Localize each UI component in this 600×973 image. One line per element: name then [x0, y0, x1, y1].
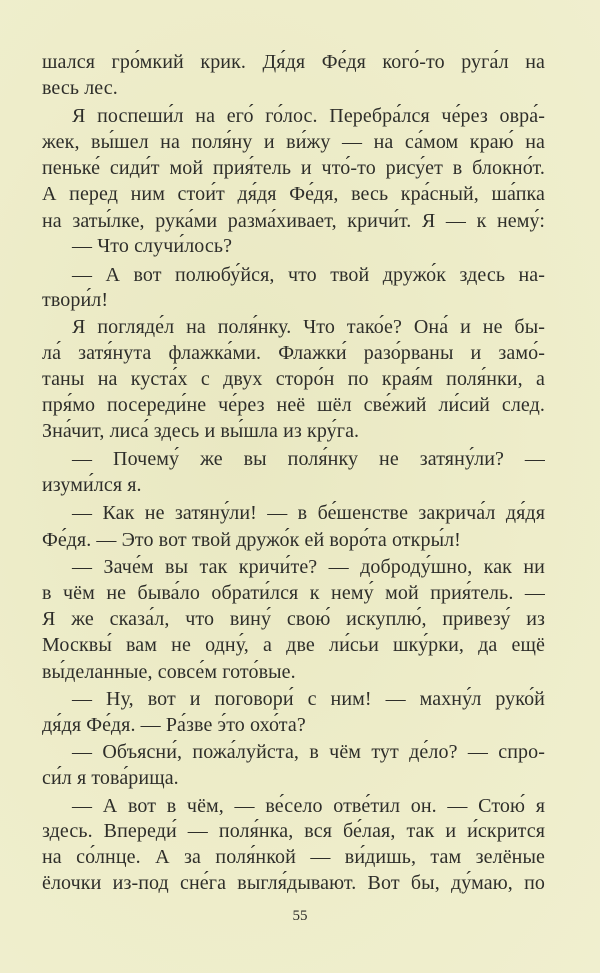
text-line: здесь. Впереди́ — поля́нка, вся бе́лая, так и и́скрится [42, 820, 545, 842]
text-line: вы́деланные, совсе́м гото́вые. [42, 661, 296, 683]
text-line: Зна́чит, лиса́ здесь и вы́шла из кру́га. [42, 420, 360, 442]
text-line: дя́дя Фе́дя. — Ра́зве э́то охо́та? [42, 714, 306, 736]
text-line: шался гро́мкий крик. Дя́дя Фе́дя кого́-то руга́л на [42, 51, 545, 73]
text-line: на заты́лке, рука́ми разма́хивает, кричи́т. Я — к нему́: [42, 210, 545, 232]
text-line: — Объясни́, пожа́луйста, в чём тут де́ло? — спро- [72, 741, 545, 763]
text-line: — А вот полюбу́йся, что твой дружо́к здесь на- [72, 264, 545, 286]
text-line: твори́л! [42, 289, 109, 311]
page-number: 55 [292, 908, 308, 924]
text-line: — А вот в чём, — ве́село отве́тил он. — Стою́ я [72, 795, 545, 817]
text-line: Фе́дя. — Это вот твой дружо́к ей воро́та откры́л! [42, 529, 461, 551]
text-line: си́л я това́рища. [42, 767, 179, 789]
text-line: — Как не затяну́ли! — в бе́шенстве закрича́л дя́дя [72, 502, 545, 524]
text-line: Я погляде́л на поля́нку. Что тако́е? Она́ и не бы- [72, 316, 545, 338]
text-line: пеньке́ сиди́т мой прия́тель и что́-то рису́ет в блокно́т. [42, 157, 545, 179]
text-line: весь лес. [42, 77, 118, 99]
text-line: — Почему́ же вы поля́нку не затяну́ли? — [72, 448, 545, 470]
text-line: А перед ним стои́т дя́дя Фе́дя, весь кра́сный, ша́пка [42, 183, 545, 205]
text-line: — Что случи́лось? [72, 235, 233, 257]
text-line: Я же сказа́л, что вину́ свою́ искуплю́, привезу́ из [42, 608, 545, 630]
text-line: ла́ затя́нута флажка́ми. Флажки́ разо́рваны и замо́- [42, 342, 545, 364]
text-line: таны на куста́х с двух сторо́н по края́м поля́нки, а [42, 368, 545, 390]
text-line: изуми́лся я. [42, 474, 142, 496]
text-line: пря́мо посереди́не че́рез неё шёл све́жий ли́сий след. [42, 394, 545, 416]
text-line: Я поспеши́л на его́ го́лос. Перебра́лся че́рез овра́- [72, 105, 545, 127]
text-line: Москвы́ вам не одну́, а две ли́сьи шку́рки, да ещё [42, 634, 545, 656]
text-line: ёлочки из-под сне́га выгля́дывают. Вот бы, ду́маю, по [42, 872, 545, 894]
text-line: в чём не быва́ло обрати́лся к нему́ мой прия́тель. — [42, 582, 545, 604]
text-line: жек, вы́шел на поля́ну и ви́жу — на са́мом краю́ на [42, 131, 545, 153]
text-line: — Ну, вот и поговори́ с ним! — махну́л руко́й [72, 688, 545, 710]
text-line: на со́лнце. А за поля́нкой — ви́дишь, там зелёные [42, 846, 545, 868]
text-line: — Заче́м вы так кричи́те? — доброду́шно, как ни [72, 556, 545, 578]
